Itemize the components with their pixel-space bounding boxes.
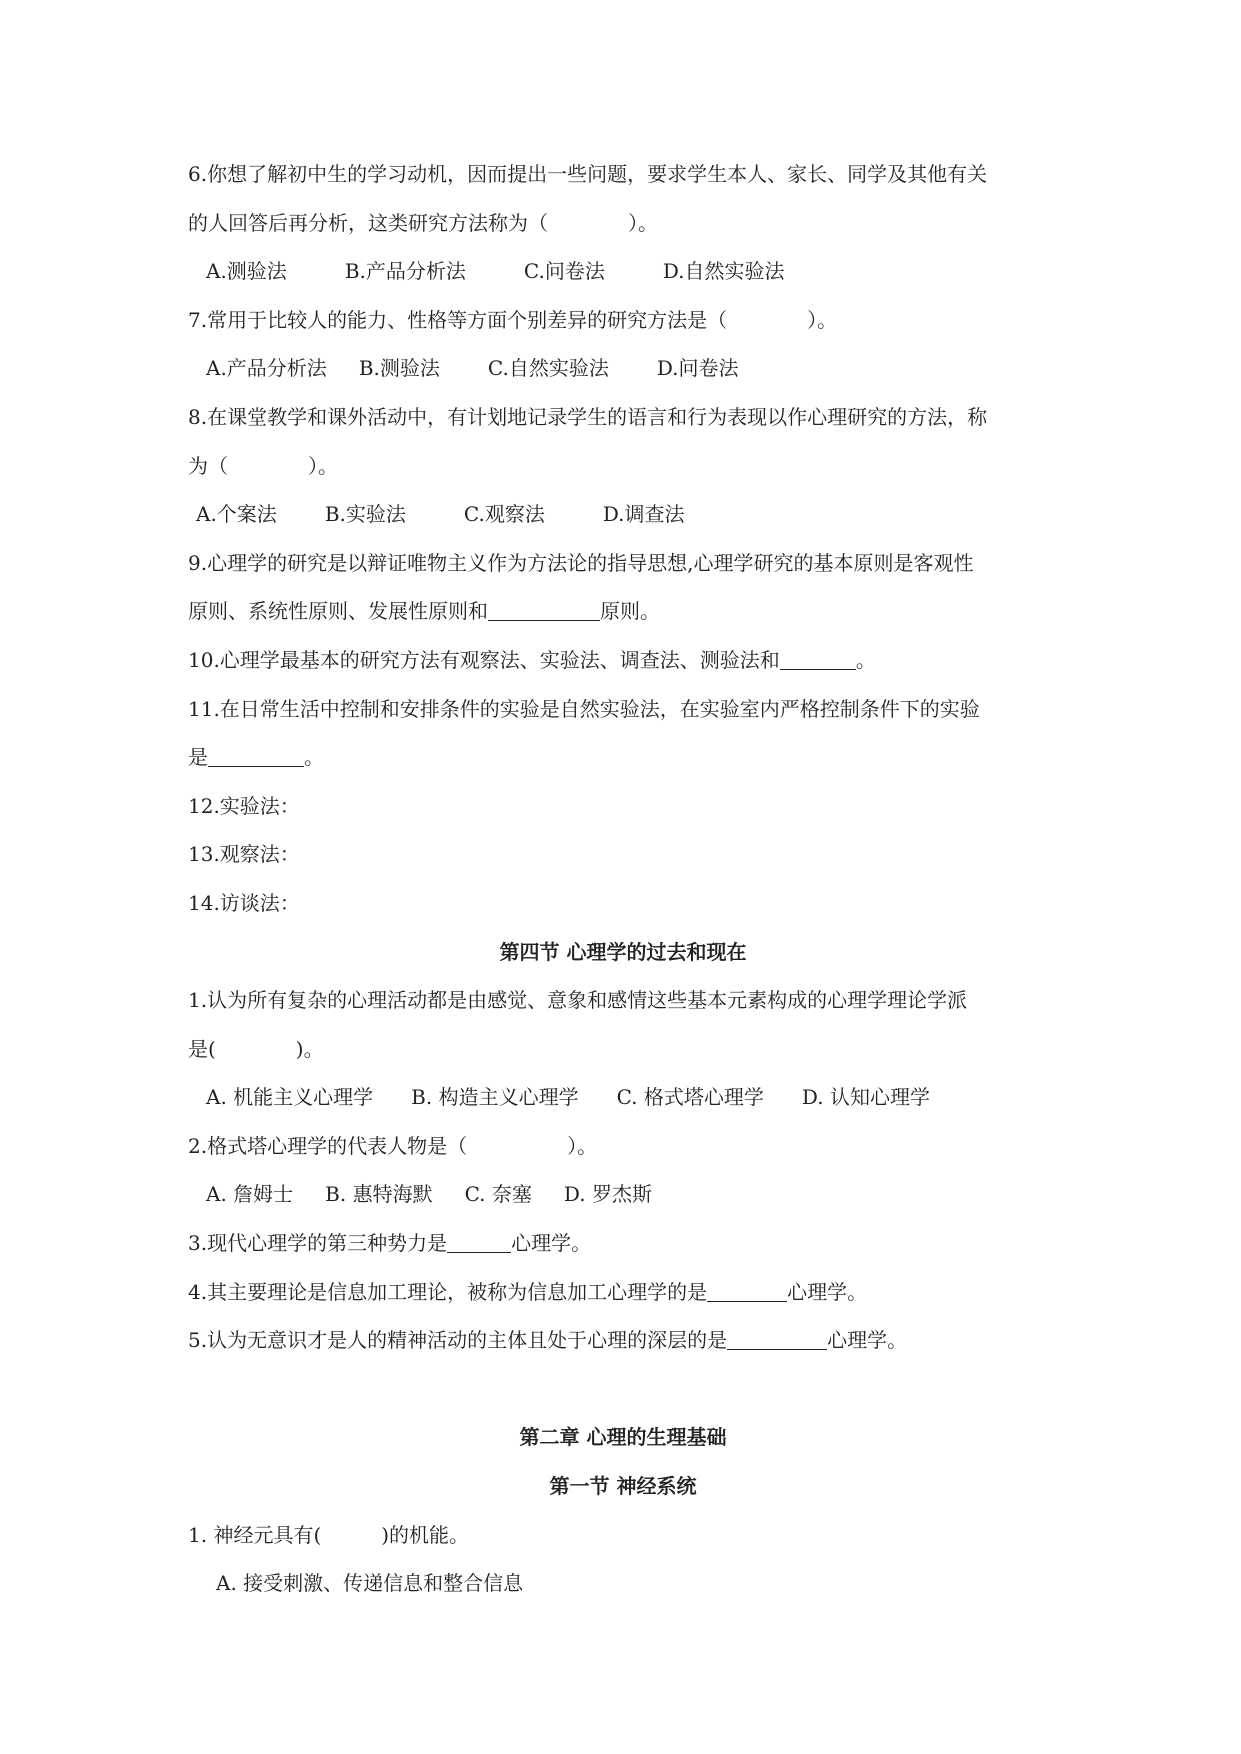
q12-line: 12.实验法： [188,793,300,818]
s4-q4-text-after-blank: 心理学。 [787,1279,868,1304]
q6-line-1: 6.你想了解初中生的学习动机，因而提出一些问题，要求学生本人、家长、同学及其他有关 [188,162,988,186]
s4-q3-text-before-blank: 3.现代心理学的第三种势力是 [188,1231,448,1256]
q9-answer-blank[interactable] [488,600,600,621]
option-d: D. 罗杰斯 [563,1182,652,1207]
s4-q5-text-after-blank: 心理学。 [827,1328,908,1353]
option-c: C.自然实验法 [487,356,609,381]
q11-answer-blank[interactable] [208,746,304,767]
c2-q1-option-a: A. 接受刺激、传递信息和整合信息 [216,1571,524,1596]
q7-line: 7.常用于比较人的能力、性格等方面个别差异的研究方法是（ ）。 [188,307,838,332]
option-c: C. 奈塞 [464,1182,532,1207]
s4-q4-answer-blank[interactable] [707,1281,787,1302]
s4-q3-line [188,1219,1058,1268]
option-b: B.产品分析法 [344,259,466,284]
q9-line-2 [188,587,1058,636]
q10-line [188,636,1058,685]
q6-options [188,247,1058,296]
option-d: D.问卷法 [656,356,739,381]
s4-q5-line [188,1316,1058,1365]
q9-text-after-blank: 原则。 [600,599,660,624]
option-a: A. 机能主义心理学 [206,1085,374,1110]
q11-line-2 [188,733,1058,782]
option-d: D.自然实验法 [662,259,785,284]
chapter-2-title: 第二章 心理的生理基础 [519,1425,727,1450]
s4-q4-text-before-blank: 4.其主要理论是信息加工理论，被称为信息加工心理学的是 [188,1279,708,1304]
s4-q4-line [188,1268,1058,1317]
c2-q1-line: 1. 神经元具有( )的机能。 [188,1522,470,1547]
q13-line: 13.观察法： [188,842,300,867]
page-content [188,150,1058,1608]
option-c: C.问卷法 [523,259,605,284]
section-4-title: 第四节 心理学的过去和现在 [499,939,747,964]
q11-line-1: 11.在日常生活中控制和安排条件的实验是自然实验法，在实验室内严格控制条件下的实验 [188,696,980,721]
q10-answer-blank[interactable] [780,649,856,670]
q11-text-before-blank: 是 [188,745,208,770]
section-1-title: 第一节 神经系统 [549,1474,697,1499]
s4-q5-answer-blank[interactable] [727,1329,827,1350]
option-a: A.产品分析法 [206,356,327,381]
s4-q1-options [188,1073,1058,1122]
option-b: B. 构造主义心理学 [411,1085,579,1110]
s4-q2-options [188,1170,1058,1219]
option-b: B. 惠特海默 [325,1182,433,1207]
q10-text-before-blank: 10.心理学最基本的研究方法有观察法、实验法、调查法、测验法和 [188,647,780,672]
s4-q2-line: 2.格式塔心理学的代表人物是（ ）。 [188,1133,598,1158]
option-a: A.测验法 [206,259,287,284]
q14-line: 14.访谈法： [188,890,300,915]
spacer [188,1365,1058,1414]
option-b: B.测验法 [358,356,440,381]
q9-text-before-blank: 原则、系统性原则、发展性原则和 [188,599,488,624]
s4-q3-answer-blank[interactable] [447,1232,511,1253]
q8-line-1: 8.在课堂教学和课外活动中，有计划地记录学生的语言和行为表现以作心理研究的方法，称 [188,404,988,429]
q9-line-1: 9.心理学的研究是以辩证唯物主义作为方法论的指导思想,心理学研究的基本原则是客观性 [188,550,974,575]
q6-line-2: 的人回答后再分析，这类研究方法称为（ ）。 [188,210,658,235]
option-c: C.观察法 [463,502,545,527]
option-a: A.个案法 [196,502,277,527]
s4-q3-text-after-blank: 心理学。 [511,1231,592,1256]
s4-q5-text-before-blank: 5.认为无意识才是人的精神活动的主体且处于心理的深层的是 [188,1328,728,1353]
s4-q1-line-1: 1.认为所有复杂的心理活动都是由感觉、意象和感情这些基本元素构成的心理学理论学派 [188,988,968,1013]
q10-text-after-blank: 。 [855,647,876,672]
option-c: C. 格式塔心理学 [616,1085,764,1110]
q8-options [188,490,1058,539]
option-d: D.调查法 [602,502,685,527]
option-d: D. 认知心理学 [801,1085,930,1110]
s4-q1-line-2: 是( )。 [188,1036,324,1061]
option-b: B.实验法 [324,502,406,527]
option-a: A. 詹姆士 [206,1182,294,1207]
q11-text-after-blank: 。 [304,745,324,770]
q7-options [188,344,1058,393]
q8-line-2: 为（ ）。 [188,453,338,478]
